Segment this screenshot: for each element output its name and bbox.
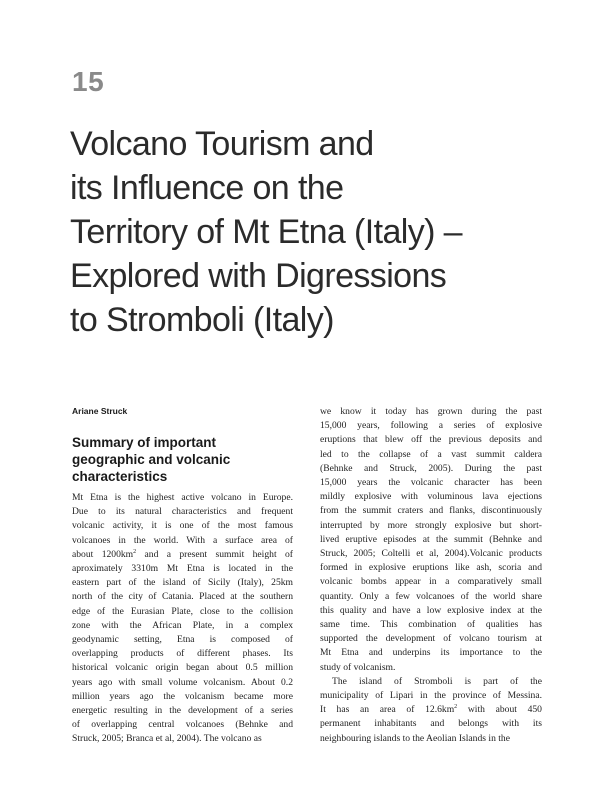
right-column-text xyxy=(320,405,542,746)
text-line: mildly explosive with voluminous lava ejections xyxy=(320,491,542,503)
text-line: million years ago the volcanism became more xyxy=(72,690,293,702)
text-line: about $1200km^2$ and a present summit height of xyxy=(72,548,293,560)
text-line: this quality and have a low explosive index at the xyxy=(320,604,542,616)
text-line: Mt Etna and underpins its importance to the xyxy=(320,647,542,659)
text-line: Struck, 2005; Branca et al, 2004). The volcano as xyxy=(72,733,262,745)
text-line: edge of the Eurasian Plate, close to the collision xyxy=(72,605,293,617)
text-line: permanent inhabitants and belongs with its xyxy=(320,718,542,730)
text-line: interrupted by more strongly explosive but short- xyxy=(320,519,542,531)
section-heading xyxy=(72,434,302,485)
text-line: It has an area of $12.6km^2$ with about 450 xyxy=(320,704,542,716)
chapter-title-line: its Influence on the xyxy=(70,169,344,207)
text-line: Struck, 2005; Coltelli et al, 2004).Volcanic products xyxy=(320,548,542,560)
text-line: municipality of Lipari in the province of Messina. xyxy=(320,690,542,702)
text-line: geodynamic setting, Etna is composed of xyxy=(72,634,293,646)
chapter-title xyxy=(70,122,550,342)
text-line: north of the city of Catania. Placed at the southern xyxy=(72,591,293,603)
text-line: quantity. Only a few volcanoes of the world share xyxy=(320,590,542,602)
text-line: supported the development of volcano tourism at xyxy=(320,633,542,645)
text-line: we know it today has grown during the past xyxy=(320,406,542,417)
text-line: Mt Etna is the highest active volcano in Europe. xyxy=(72,492,293,503)
text-line: The island of Stromboli is part of the xyxy=(332,675,542,687)
left-column-text xyxy=(72,491,293,747)
section-heading-line: geographic and volcanic xyxy=(72,452,231,467)
text-line: 15,000 years, following a series of explosive xyxy=(320,420,542,432)
text-line: of overlapping central volcanoes (Behnke and xyxy=(72,719,293,731)
text-line: volcanoes in the world. With a surface area of xyxy=(72,534,293,546)
chapter-title-line: to Stromboli (Italy) xyxy=(70,301,334,339)
text-line: volcanic activity, it is one of the most famous xyxy=(72,520,293,532)
text-line: (Behnke and Struck, 2005). During the past xyxy=(320,462,542,474)
text-line: lived eruptive episodes at the summit (Behnke and xyxy=(320,533,542,545)
section-heading-line: Summary of important xyxy=(72,435,217,450)
text-line: formed in explosive eruptions like ash, scoria and xyxy=(320,562,542,574)
text-line: 15,000 years the volcanic character has been xyxy=(320,477,542,489)
text-line: aproximately 3310m Mt Etna is located in the xyxy=(72,563,293,575)
text-line: volcanic bombs appear in a comparatively small xyxy=(320,576,542,588)
chapter-number: 15 xyxy=(72,66,105,97)
text-line: overlapping products of different phases. Its xyxy=(72,648,293,660)
text-line: led to the collapse of a vast summit caldera xyxy=(320,448,542,460)
text-line: energetic resulting in the development of a series xyxy=(72,705,293,717)
chapter-title-line: Explored with Digressions xyxy=(70,257,447,295)
chapter-title-line: Volcano Tourism and xyxy=(70,125,374,163)
text-line: neighbouring islands to the Aeolian Islands in the xyxy=(320,732,510,744)
text-line: historical volcanic origin began about 0.5 million xyxy=(72,662,293,674)
text-line: eastern part of the island of Sicily (Italy), 25km xyxy=(72,577,293,589)
section-heading-line: characteristics xyxy=(72,469,168,484)
text-line: years ago with small volume volcanism. About 0.2 xyxy=(72,676,293,688)
chapter-title-line: Territory of Mt Etna (Italy) – xyxy=(70,213,462,251)
text-line: same time. This combination of qualities has xyxy=(320,619,542,631)
text-line: eruptions that blew off the previous deposits and xyxy=(320,434,542,446)
text-line: study of volcanism. xyxy=(320,661,396,673)
text-line: from the summit craters and flanks, discontinuously xyxy=(320,505,542,517)
text-line: Due to its natural characteristics and frequent xyxy=(72,506,293,518)
author-name: Ariane Struck xyxy=(72,406,128,416)
text-line: zone with the African Plate, in a complex xyxy=(72,619,293,631)
